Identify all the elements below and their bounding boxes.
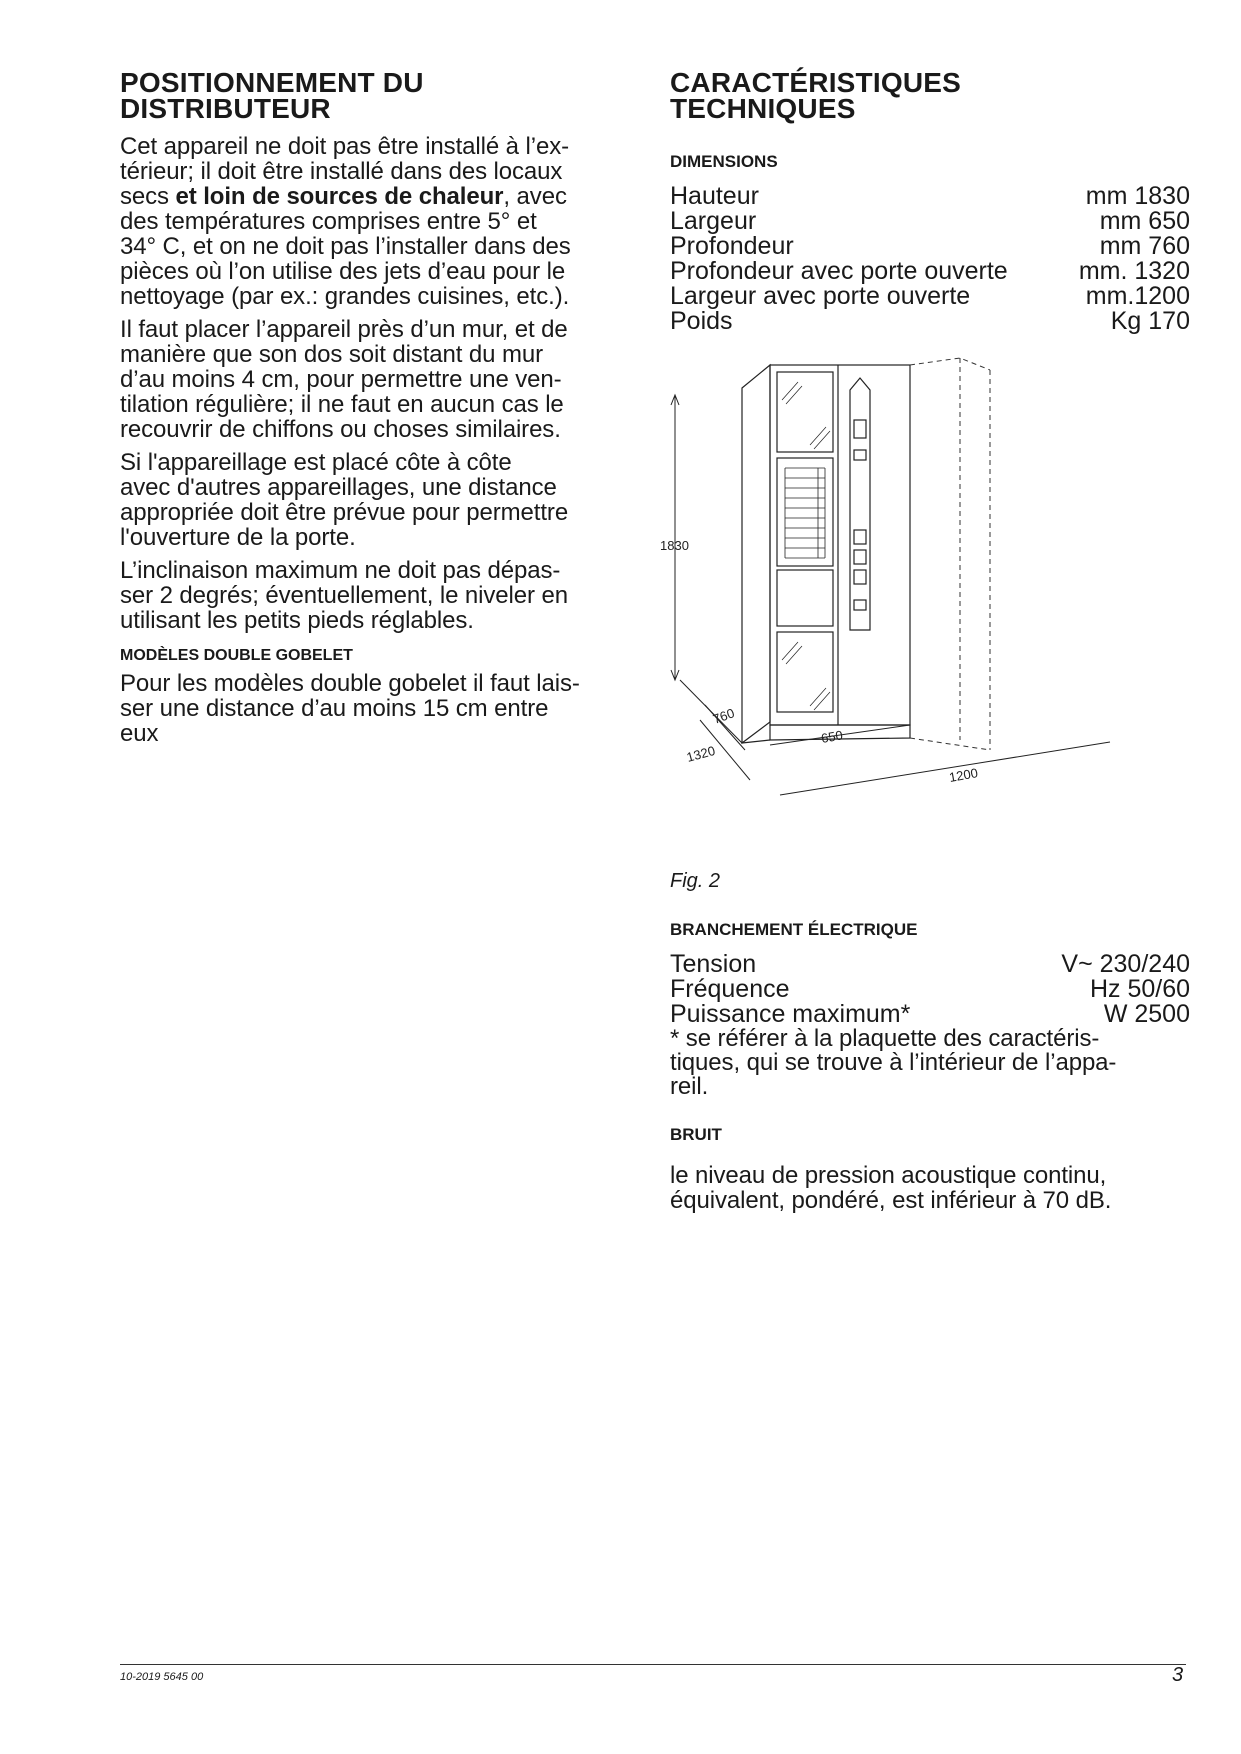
spec-row: [670, 284, 1190, 309]
text-line: équivalent, pondéré, est inférieur à 70 dB.: [670, 1187, 1112, 1214]
electrical-title: BRANCHEMENT ÉLECTRIQUE: [670, 920, 918, 939]
dim-width-label: 650: [819, 727, 844, 746]
electrical-note: [670, 1027, 1190, 1099]
text-line: avec d'autres appareillages, une distance: [120, 474, 557, 501]
text-line: le niveau de pression acoustique continu,: [670, 1162, 1107, 1189]
text-line: 34° C, et on ne doit pas l’installer dans des: [120, 233, 571, 260]
technical-title: [670, 67, 1190, 124]
dim-height-label: 1830: [660, 538, 689, 553]
electrical-section: [670, 920, 1190, 1221]
spec-row: [670, 209, 1190, 234]
spec-value: mm.1200: [1085, 282, 1190, 310]
spec-value: mm. 1320: [1078, 257, 1190, 285]
spec-value: Hz 50/60: [1089, 975, 1190, 1003]
text-line: ser une distance d’au moins 15 cm entre: [120, 695, 549, 722]
spec-value: W 2500: [1103, 1000, 1190, 1028]
top-window: [777, 372, 833, 452]
right-column: [670, 67, 1190, 335]
dim-depth-open-label: 1320: [684, 742, 717, 765]
spec-label: Profondeur avec porte ouverte: [670, 257, 1008, 285]
spec-label: Fréquence: [670, 975, 790, 1003]
spec-row: [670, 977, 1190, 1002]
title-line: POSITIONNEMENT DU: [120, 67, 424, 98]
text-line: Si l'appareillage est placé côte à côte: [120, 449, 512, 476]
spec-label: Puissance maximum*: [670, 1000, 911, 1028]
title-line: CARACTÉRISTIQUES: [670, 67, 961, 98]
paragraph-wall-distance: [120, 317, 640, 442]
noise-text: [670, 1163, 1190, 1213]
machine-side-panel: [742, 365, 770, 743]
spec-label: Hauteur: [670, 182, 759, 210]
text-line: * se référer à la plaquette des caractéris-: [670, 1025, 1100, 1052]
text-line: manière que son dos soit distant du mur: [120, 341, 544, 368]
spec-value: mm 1830: [1085, 182, 1190, 210]
doc-code: 10-2019 5645 00: [120, 1671, 204, 1683]
spec-row: [670, 952, 1190, 977]
double-cup-title: MODÈLES DOUBLE GOBELET: [120, 647, 353, 664]
left-column: [120, 67, 640, 754]
text-line: eux: [120, 720, 159, 747]
text-line: térieur; il doit être installé dans des locaux: [120, 158, 563, 185]
spec-value: V~ 230/240: [1061, 950, 1190, 978]
spec-row: [670, 184, 1190, 209]
dim-depth-label: 760: [710, 705, 737, 727]
paragraph-double-cup: [120, 671, 640, 746]
title-line: DISTRIBUTEUR: [120, 93, 331, 124]
spec-value: Kg 170: [1110, 307, 1190, 335]
spec-row: [670, 309, 1190, 334]
text-fragment: secs: [120, 183, 176, 210]
title-line: TECHNIQUES: [670, 93, 856, 124]
bold-fragment: et loin de sources de chaleur: [175, 183, 504, 210]
spec-value: mm 650: [1099, 207, 1190, 235]
vending-machine-dimension-figure: [660, 350, 1140, 880]
spec-value: mm 760: [1099, 232, 1190, 260]
dim-width-open-label: 1200: [947, 765, 980, 785]
product-panel: [777, 458, 833, 566]
text-line: l'ouverture de la porte.: [120, 524, 356, 551]
page-number: 3: [1172, 1664, 1184, 1686]
text-line: reil.: [670, 1073, 709, 1100]
text-line: L’inclinaison maximum ne doit pas dépas-: [120, 557, 561, 584]
spec-label: Largeur: [670, 207, 757, 235]
lower-window: [777, 632, 833, 712]
noise-title: BRUIT: [670, 1125, 722, 1144]
text-line: ser 2 degrés; éventuellement, le niveler en: [120, 582, 568, 609]
control-panel: [850, 378, 870, 630]
text-line: nettoyage (par ex.: grandes cuisines, etc.).: [120, 283, 570, 310]
footer-rule: [120, 1664, 1186, 1665]
dispense-compartment: [777, 570, 833, 626]
dimensions-list: [670, 184, 1190, 334]
paragraph-inclination: [120, 558, 640, 633]
paragraph-installation: [120, 134, 640, 309]
text-line: utilisant les petits pieds réglables.: [120, 607, 474, 634]
machine-front-body: [770, 365, 910, 725]
spec-row: [670, 259, 1190, 284]
text-line: pièces où l’on utilise des jets d’eau pour le: [120, 258, 566, 285]
text-fragment: , avec: [503, 183, 567, 210]
text-line: recouvrir de chiffons ou choses similaires.: [120, 416, 561, 443]
text-line: Pour les modèles double gobelet il faut lais-: [120, 670, 580, 697]
spec-row: [670, 234, 1190, 259]
text-line: tilation régulière; il ne faut en aucun cas le: [120, 391, 564, 418]
dimensions-title: DIMENSIONS: [670, 152, 778, 171]
text-line: appropriée doit être prévue pour permettre: [120, 499, 569, 526]
spec-label: Profondeur: [670, 232, 794, 260]
text-line: tiques, qui se trouve à l’intérieur de l’appa-: [670, 1049, 1117, 1076]
spec-label: Poids: [670, 307, 733, 335]
text-line: Cet appareil ne doit pas être installé à l’ex-: [120, 133, 569, 160]
figure-caption: Fig. 2: [670, 870, 721, 892]
spec-label: Tension: [670, 950, 757, 978]
paragraph-side-by-side: [120, 450, 640, 550]
text-line: d’au moins 4 cm, pour permettre une ven-: [120, 366, 562, 393]
spec-label: Largeur avec porte ouverte: [670, 282, 971, 310]
positioning-title: [120, 67, 640, 124]
text-line: Il faut placer l’appareil près d’un mur, et de: [120, 316, 568, 343]
text-line: des températures comprises entre 5° et: [120, 208, 537, 235]
spec-row: [670, 1002, 1190, 1027]
text-line: [120, 184, 640, 209]
